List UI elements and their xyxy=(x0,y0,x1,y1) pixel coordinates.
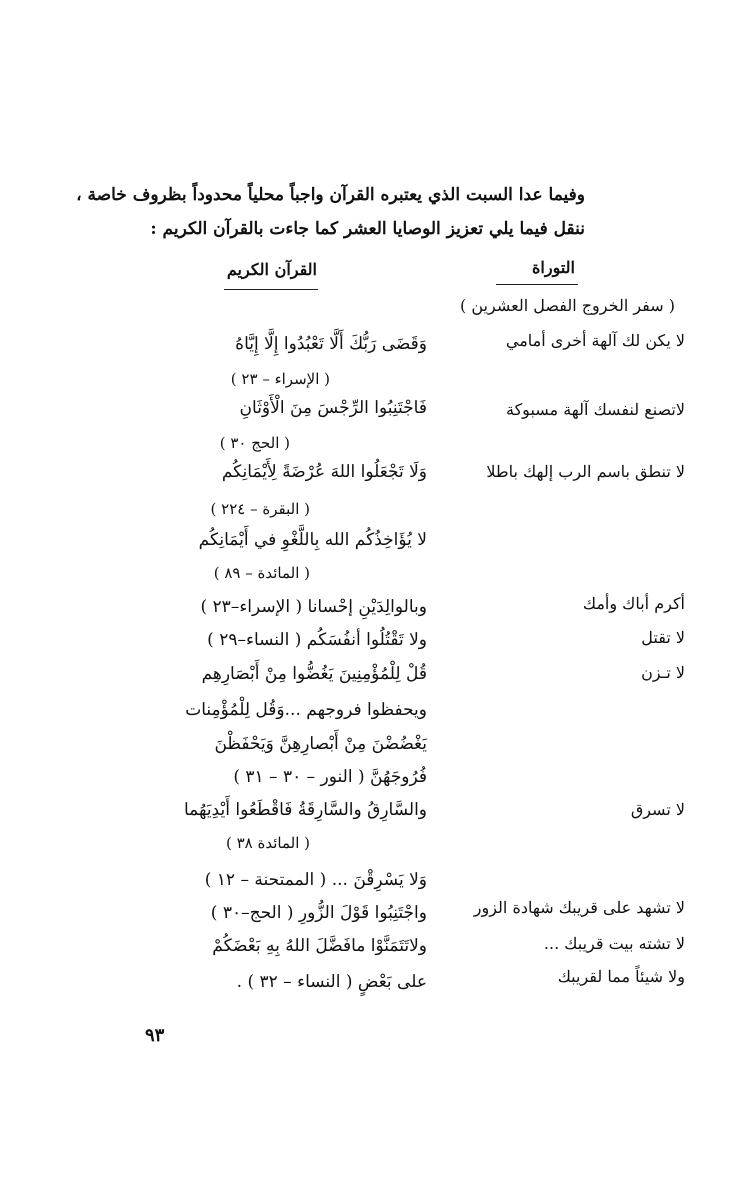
quran-ref-4: ( المائدة – ٨٩ ) xyxy=(213,564,310,582)
quran-ref-5: ( المائدة ٣٨ ) xyxy=(225,834,310,852)
quran-line-12: وَلا يَسْرِقْنَ ... ( الممتحنة – ١٢ ) xyxy=(204,870,427,890)
quran-ref-3: ( البقرة – ٢٢٤ ) xyxy=(210,500,310,518)
torah-item-9: لا تشته بيت قريبك ... xyxy=(543,934,685,953)
torah-item-1: لا يكن لك آلهة أخرى أمامي xyxy=(505,331,685,350)
quran-ref-2: ( الحج ٣٠ ) xyxy=(219,434,290,452)
intro-line-1: وفيما عدا السبت الذي يعتبره القرآن واجباً محلياً محدوداً بظروف خاصة ، xyxy=(76,185,585,205)
quran-line-13: واجْتَنِبُوا قَوْلَ الزُّورِ ( الحج–٣٠ ) xyxy=(210,903,427,923)
torah-item-4: أكرم أباك وأمك xyxy=(582,594,685,613)
quran-line-7: قُلْ لِلْمُؤْمِنِينَ يَغُضُّوا مِنْ أَبْصَارِهِم xyxy=(201,664,427,684)
torah-item-6: لا تـزن xyxy=(641,663,685,682)
quran-line-10: فُرُوجَهُنَّ ( النور – ٣٠ – ٣١ ) xyxy=(233,767,427,787)
torah-item-5: لا تقتل xyxy=(641,628,685,647)
quran-line-14: ولاتَتَمَنَّوْا مافَضَّلَ اللهُ بِهِ بَعْضَكُمْ xyxy=(212,936,427,956)
quran-line-6: ولا تَقْتُلُوا أنفُسَكُم ( النساء–٢٩ ) xyxy=(207,630,427,650)
quran-header-underline xyxy=(224,289,318,290)
quran-line-11: والسَّارِقُ والسَّارِقَةُ فَاقْطَعُوا أَيْدِيَهُما xyxy=(183,800,427,820)
quran-line-9: يَغْضُضْنَ مِنْ أَبْصارِهِنَّ وَيَحْفَظْنَ xyxy=(214,734,427,754)
quran-line-8: ويحفظوا فروجهم ...وَقُل لِلْمُؤْمِنات xyxy=(185,700,427,720)
quran-line-15: على بَعْضٍ ( النساء – ٣٢ ) . xyxy=(236,972,427,992)
quran-line-5: وبالوالِدَيْنِ إحْسانا ( الإسراء–٢٣ ) xyxy=(200,597,427,617)
torah-item-2: لاتصنع لنفسك آلهة مسبوكة xyxy=(505,400,685,419)
page-number: ٩٣ xyxy=(145,1025,165,1046)
torah-item-3: لا تنطق باسم الرب إلهك باطلا xyxy=(486,462,685,481)
source-note: ( سفر الخروج الفصل العشرين ) xyxy=(460,296,675,315)
quran-line-4: لا يُؤَاخِذُكُم الله بِاللَّغْوِ في أَيْمَانِكُم xyxy=(198,530,427,550)
torah-item-7: لا تسرق xyxy=(630,800,685,819)
torah-item-8: لا تشهد على قريبك شهادة الزور xyxy=(473,898,685,917)
torah-column-header: التوراة xyxy=(532,258,575,277)
quran-ref-1: ( الإسراء – ٢٣ ) xyxy=(230,370,330,388)
quran-column-header: القرآن الكريم xyxy=(226,260,317,279)
quran-line-3: وَلَا تَجْعَلُوا اللهَ عُرْضَةً لِأَيْمَانِكُم xyxy=(221,462,427,482)
torah-header-underline xyxy=(496,284,578,285)
quran-line-1: وَقَضَى رَبُّكَ أَلَّا تَعْبُدُوا إِلَّا إِيَّاهُ xyxy=(235,334,427,354)
quran-line-2: فَاجْتَنِبُوا الرِّجْسَ مِنَ الْأَوْثَانِ xyxy=(239,398,427,418)
intro-line-2: ننقل فيما يلي تعزيز الوصايا العشر كما جاءت بالقرآن الكريم : xyxy=(150,219,585,239)
torah-item-10: ولا شيئاً مما لقريبك xyxy=(557,967,685,986)
